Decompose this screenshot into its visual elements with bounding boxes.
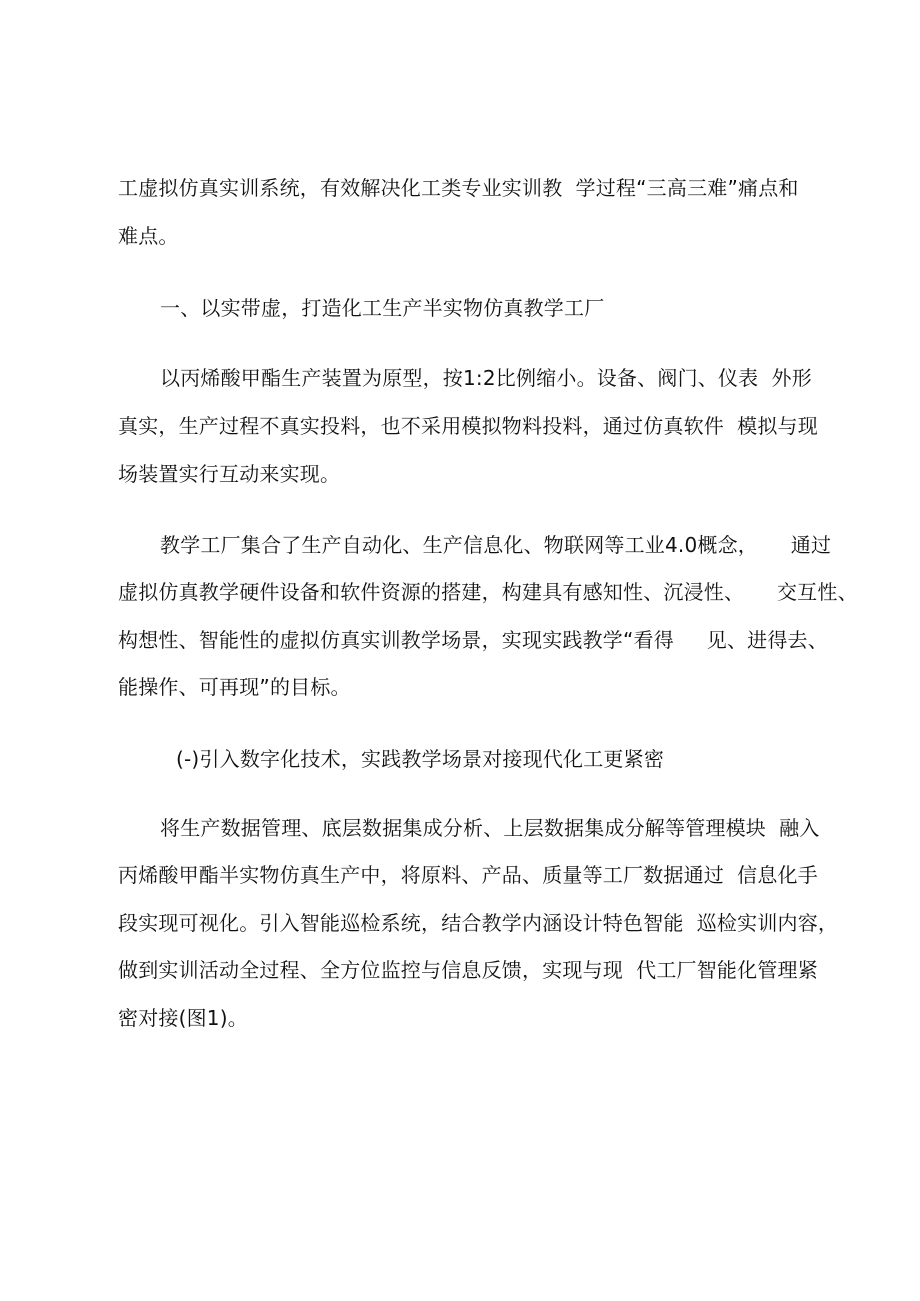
section-heading-1: 一、以实带虚，打造化工生产半实物仿真教学工厂 — [160, 296, 605, 320]
paragraph-prototype-line-1: 以丙烯酸甲酯生产装置为原型，按1:2比例缩小。设备、阀门、仪表 外形 — [160, 366, 812, 390]
paragraph-factory-line-2: 虚拟仿真教学硬件设备和软件资源的搭建，构建具有感知性、沉浸性、 交互性、 — [118, 580, 858, 604]
paragraph-intro-line-1: 工虚拟仿真实训系统，有效解决化工类专业实训教 学过程“三高三难”痛点和 — [118, 176, 799, 200]
paragraph-intro-line-2: 难点。 — [118, 224, 179, 248]
paragraph-prototype-line-3: 场装置实行互动来实现。 — [118, 462, 341, 486]
paragraph-factory-line-3: 构想性、智能性的虚拟仿真实训教学场景，实现实践教学“看得 见、进得去、 — [118, 628, 828, 652]
section-heading-2: (-)引入数字化技术，实践教学场景对接现代化工更紧密 — [176, 747, 665, 771]
paragraph-factory-line-4: 能操作、可再现”的目标。 — [118, 675, 351, 699]
paragraph-digital-line-3: 段实现可视化。引入智能巡检系统，结合教学内涵设计特色智能 巡检实训内容， — [118, 911, 839, 935]
paragraph-digital-line-4: 做到实训活动全过程、全方位监控与信息反馈，实现与现 代工厂智能化管理紧 — [118, 958, 818, 982]
paragraph-factory-line-1: 教学工厂集合了生产自动化、生产信息化、物联网等工业4.0概念， 通过 — [160, 533, 832, 557]
paragraph-prototype-line-2: 真实，生产过程不真实投料，也不采用模拟物料投料，通过仿真软件 模拟与现 — [118, 414, 818, 438]
paragraph-digital-line-2: 丙烯酸甲酯半实物仿真生产中，将原料、产品、质量等工厂数据通过 信息化手 — [118, 863, 818, 887]
paragraph-digital-line-1: 将生产数据管理、底层数据集成分析、上层数据集成分解等管理模块 融入 — [160, 816, 820, 840]
paragraph-digital-line-5: 密对接(图1)。 — [118, 1006, 248, 1030]
